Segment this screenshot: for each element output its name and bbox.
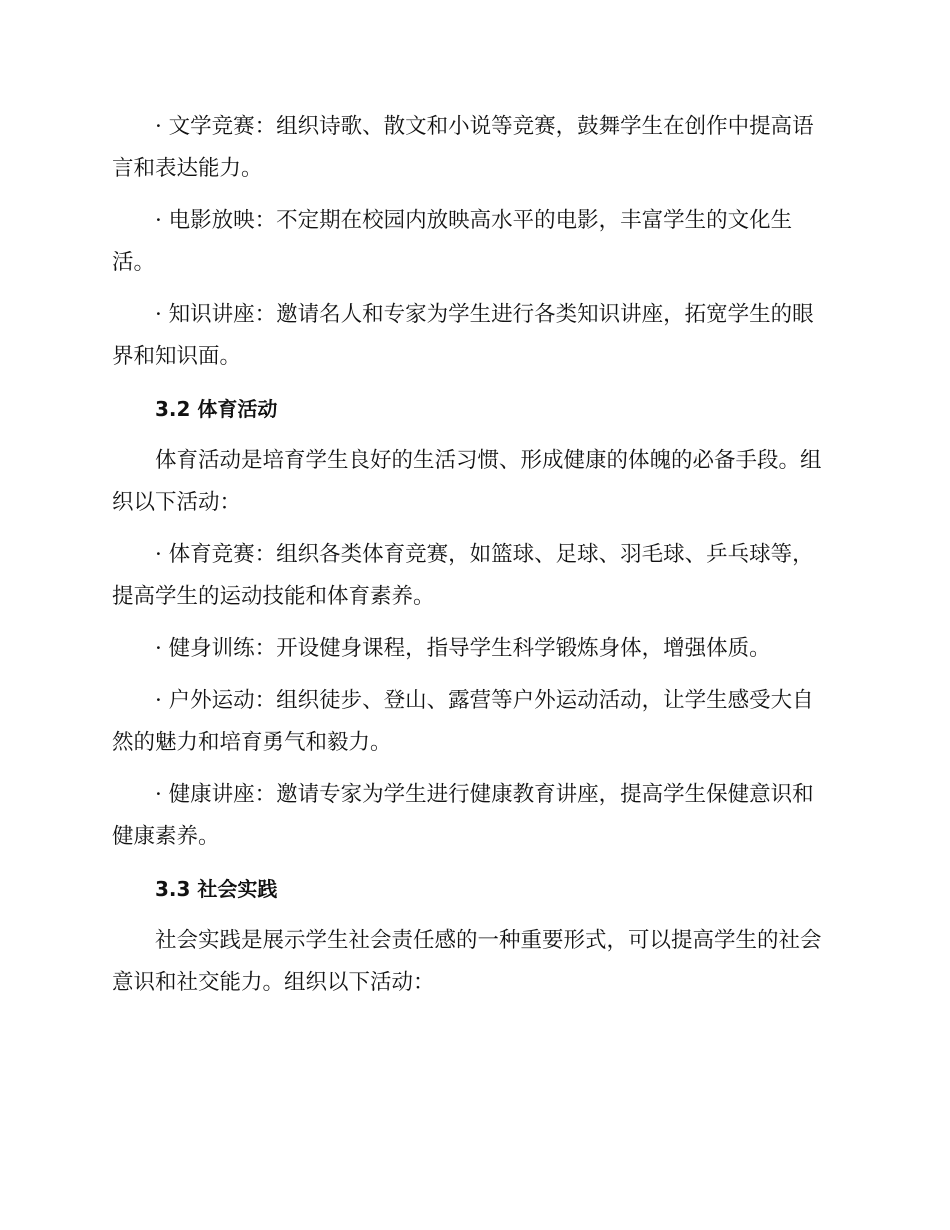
- list-item-film-screening: · 电影放映：不定期在校园内放映高水平的电影，丰富学生的文化生活。: [112, 208, 793, 275]
- list-item-knowledge-lecture: · 知识讲座：邀请名人和专家为学生进行各类知识讲座，拓宽学生的眼界和知识面。: [112, 302, 814, 369]
- list-item-fitness-training: · 健身训练：开设健身课程，指导学生科学锻炼身体，增强体质。: [155, 636, 771, 661]
- list-item-literature-contest: · 文学竞赛：组织诗歌、散文和小说等竞赛，鼓舞学生在创作中提高语言和表达能力。: [112, 114, 814, 181]
- list-item-sports-contest: · 体育竞赛：组织各类体育竞赛，如篮球、足球、羽毛球、乒乓球等，提高学生的运动技能和体育素养。: [112, 542, 814, 609]
- list-item-outdoor-activities: · 户外运动：组织徒步、登山、露营等户外运动活动，让学生感受大自然的魅力和培育勇气和毅力。: [112, 688, 814, 755]
- section-intro-sports: 体育活动是培育学生良好的生活习惯、形成健康的体魄的必备手段。组织以下活动：: [112, 448, 822, 515]
- list-item-health-lecture: · 健康讲座：邀请专家为学生进行健康教育讲座，提高学生保健意识和健康素养。: [112, 782, 814, 849]
- section-intro-social-practice: 社会实践是展示学生社会责任感的一种重要形式，可以提高学生的社会意识和社交能力。组织以下活动：: [112, 928, 822, 995]
- section-heading-sports: 3.2 体育活动: [155, 397, 278, 421]
- document-body: [112, 106, 834, 1014]
- section-heading-social-practice: 3.3 社会实践: [155, 877, 278, 901]
